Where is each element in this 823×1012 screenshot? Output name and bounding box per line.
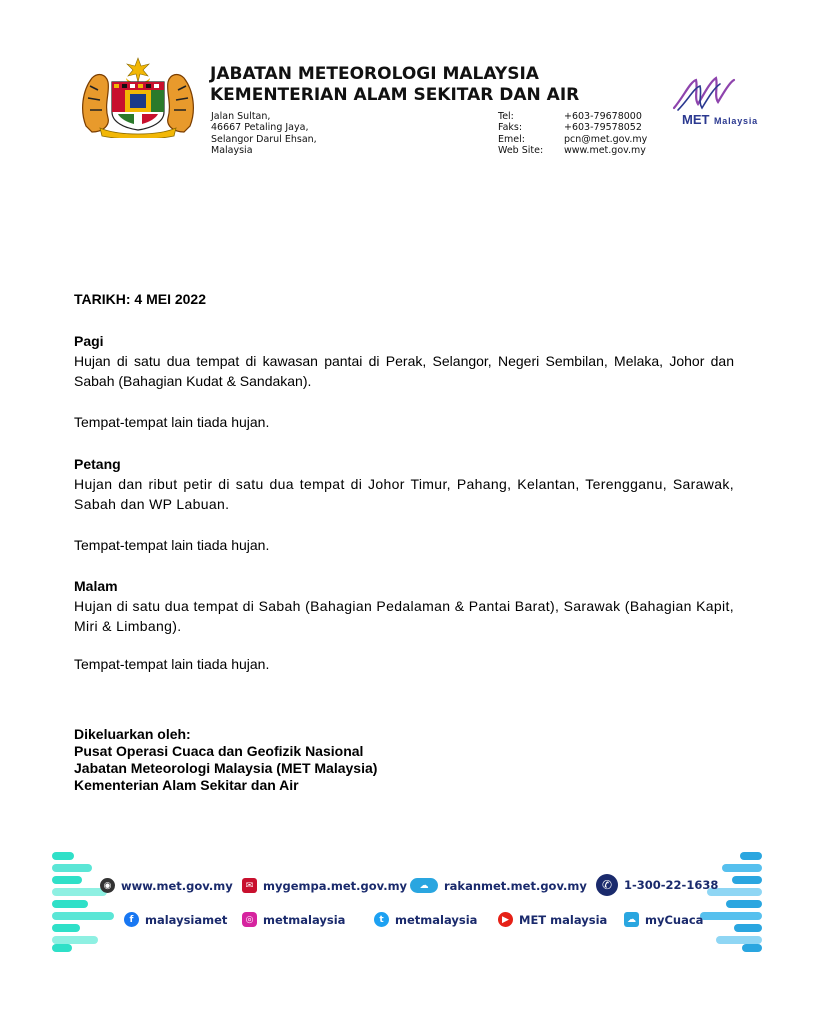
address-block <box>211 111 317 157</box>
section-other-petang: Tempat-tempat lain tiada hujan. <box>74 537 270 553</box>
issued-line: Jabatan Meteorologi Malaysia (MET Malaysia) <box>74 760 378 776</box>
mycuaca-icon: ☁ <box>624 912 639 927</box>
facebook-icon: f <box>124 912 139 927</box>
met-logo-text-a: MET <box>682 112 710 127</box>
mygempa-icon: ✉ <box>242 878 257 893</box>
footer-twitter[interactable] <box>374 912 477 927</box>
contact-labels <box>498 111 543 157</box>
footer-instagram[interactable] <box>242 912 345 927</box>
footer-mycuaca-label: myCuaca <box>645 912 704 927</box>
footer-youtube[interactable] <box>498 912 607 927</box>
section-heading-malam: Malam <box>74 578 118 594</box>
footer-band <box>52 852 762 952</box>
footer-twitter-label: metmalaysia <box>395 912 478 927</box>
footer-website[interactable] <box>100 878 233 893</box>
footer-mycuaca[interactable] <box>624 912 703 927</box>
footer-facebook[interactable] <box>124 912 227 927</box>
phone-icon: ✆ <box>596 874 618 896</box>
footer-website-label: www.met.gov.my <box>121 878 233 893</box>
contact-label-website: Web Site: <box>498 145 544 157</box>
contact-values <box>564 111 647 157</box>
footer-facebook-label: malaysiamet <box>145 912 228 927</box>
contact-label-fax: Faks: <box>498 122 523 134</box>
org-name-line2: KEMENTERIAN ALAM SEKITAR DAN AIR <box>210 85 580 105</box>
met-malaysia-logo <box>668 74 780 130</box>
issued-label: Dikeluarkan oleh: <box>74 726 191 742</box>
section-other-malam: Tempat-tempat lain tiada hujan. <box>74 656 270 672</box>
section-body-petang: Hujan dan ribut petir di satu dua tempat di Johor Timur, Pahang, Kelantan, Terengganu, Sarawak, Sabah dan WP Labuan. <box>74 476 734 512</box>
youtube-icon: ▶ <box>498 912 513 927</box>
cloud-icon: ☁ <box>410 878 438 893</box>
issued-line: Kementerian Alam Sekitar dan Air <box>74 777 299 793</box>
footer-rakanmet[interactable] <box>410 878 587 893</box>
footer-streaks-right <box>692 852 762 952</box>
contact-label-email: Emel: <box>498 133 525 145</box>
contact-tel: +603-79678000 <box>564 111 642 122</box>
footer-mygempa-label: mygempa.met.gov.my <box>263 878 408 893</box>
section-body-pagi: Hujan di satu dua tempat di kawasan pantai di Perak, Selangor, Negeri Sembilan, Melaka, Johor dan Sabah (Bahagian Kudat & Sandakan). <box>74 353 734 389</box>
section-body-malam: Hujan di satu dua tempat di Sabah (Bahagian Pedalaman & Pantai Barat), Sarawak (Bahagian Kapit, Miri & Limbang). <box>74 598 734 634</box>
contact-fax: +603-79578052 <box>564 122 642 134</box>
address-line: Selangor Darul Ehsan, <box>211 133 317 145</box>
footer-hotline[interactable] <box>596 874 718 896</box>
footer-youtube-label: MET malaysia <box>519 912 608 927</box>
section-other-pagi: Tempat-tempat lain tiada hujan. <box>74 414 270 430</box>
address-line: Jalan Sultan, <box>211 111 271 122</box>
issued-by-block <box>74 726 734 794</box>
coat-of-arms-logo <box>78 56 198 138</box>
address-line: 46667 Petaling Jaya, <box>211 122 309 134</box>
footer-mygempa[interactable] <box>242 878 407 893</box>
section-heading-pagi: Pagi <box>74 333 104 349</box>
footer-rakanmet-label: rakanmet.met.gov.my <box>444 878 587 893</box>
twitter-icon: t <box>374 912 389 927</box>
section-heading-petang: Petang <box>74 456 121 472</box>
globe-icon: ◉ <box>100 878 115 893</box>
contact-label-tel: Tel: <box>498 111 514 122</box>
instagram-icon: ◎ <box>242 912 257 927</box>
footer-hotline-label: 1-300-22-1638 <box>624 878 719 892</box>
org-name-line1: JABATAN METEOROLOGI MALAYSIA <box>210 64 539 84</box>
forecast-date: TARIKH: 4 MEI 2022 <box>74 291 206 307</box>
contact-website: www.met.gov.my <box>564 145 646 157</box>
contact-email: pcn@met.gov.my <box>564 133 648 145</box>
address-line: Malaysia <box>211 145 253 157</box>
footer-streaks-left <box>52 852 122 952</box>
footer-instagram-label: metmalaysia <box>263 912 346 927</box>
issued-line: Pusat Operasi Cuaca dan Geofizik Nasional <box>74 743 364 759</box>
met-logo-text-b: Malaysia <box>714 116 758 126</box>
